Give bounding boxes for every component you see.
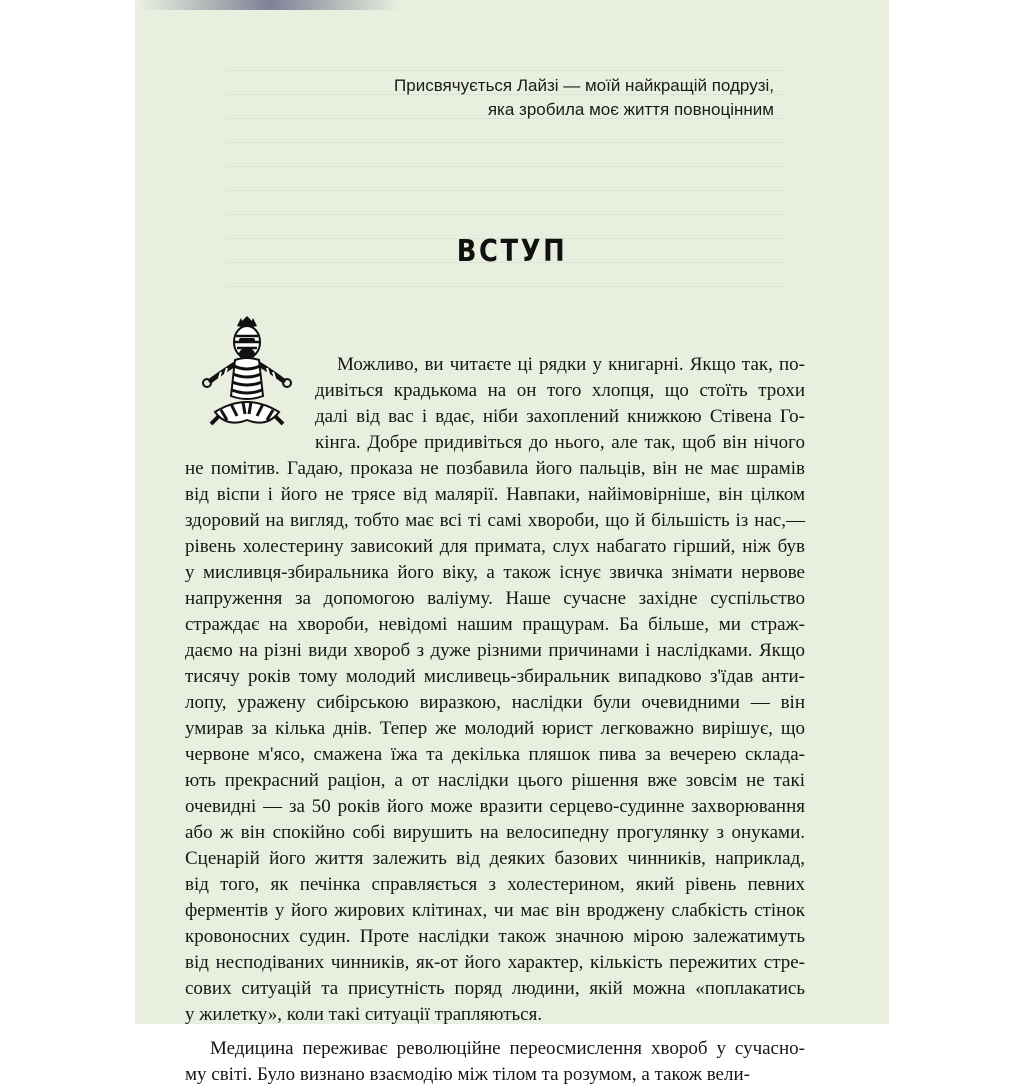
chapter-heading: ВСТУП bbox=[456, 234, 568, 269]
text-line: від того, як печінка справляється з холестерином, який рівень певних bbox=[185, 874, 805, 895]
text-line: у жилетку», коли такі ситуації трапляються. bbox=[185, 1004, 543, 1025]
text-line: му світі. Було визнано взаємодію між тілом та розумом, а також вели- bbox=[185, 1064, 750, 1085]
text-line: від несподіваних чинників, як-от його характер, кількість пережитих стре- bbox=[185, 952, 805, 973]
text-line: не помітив. Гадаю, проказа не позбавила його пальців, він не має шрамів bbox=[185, 458, 805, 479]
page-top-shadow bbox=[140, 0, 400, 10]
text-line: здоровий на вигляд, тобто має всі ті самі хвороби, що й більшість із нас,— bbox=[185, 510, 805, 531]
text-line: тисячу років тому молодий мисливець-збиральник випадково з'їдав анти- bbox=[185, 666, 805, 687]
dedication-line-1: Присвячується Лайзі — моїй найкращій подрузі, bbox=[394, 76, 774, 95]
book-page bbox=[135, 0, 889, 1085]
text-line: лопу, уражену сибірською виразкою, наслідки були очевидними — він bbox=[185, 692, 805, 713]
text-line: Можливо, ви читаєте ці рядки у книгарні. Якщо так, по- bbox=[337, 354, 805, 375]
text-line: страждає на хвороби, невідомі нашим пращурам. Ба більше, ми страж- bbox=[185, 614, 805, 635]
text-line: сових ситуацій та присутність поряд людини, якій можна «поплакатись bbox=[185, 978, 805, 999]
text-line: ють прекрасний раціон, а от наслідки цього рішення вже зовсім не такі bbox=[185, 770, 805, 791]
meditating-zebra-icon bbox=[197, 316, 297, 440]
text-line: червоне м'ясо, смажена їжа та декілька пляшок пива за вечерею склада- bbox=[185, 744, 805, 765]
text-line: або ж він спокійно собі вирушить на велосипедну прогулянку з онуками. bbox=[185, 822, 805, 843]
text-line: рівень холестерину зависокий для примата, слух набагато гірший, ніж був bbox=[185, 536, 805, 557]
text-line: очевидні — за 50 років його може вразити серцево-судинне захворювання bbox=[185, 796, 805, 817]
text-line: Медицина переживає революційне переосмислення хвороб у сучасно- bbox=[210, 1038, 805, 1059]
page-margin bbox=[889, 0, 1024, 1024]
text-line: від віспи і його не трясе від малярії. Навпаки, найімовірніше, він цілком bbox=[185, 484, 805, 505]
text-line: кінга. Добре придивіться до нього, але так, щоб він нічого bbox=[315, 432, 805, 453]
text-line: далі від вас і вдає, ніби захоплений книжкою Стівена Го- bbox=[315, 406, 805, 427]
text-line: дивіться крадькома на он того хлопця, що стоїть трохи bbox=[315, 380, 805, 401]
text-line: Сценарій його життя залежить від деяких базових чинників, наприклад, bbox=[185, 848, 805, 869]
text-line: напруження за допомогою валіуму. Наше сучасне західне суспільство bbox=[185, 588, 805, 609]
text-line: умирав за кілька днів. Тепер же молодий юрист легковажно вирішує, що bbox=[185, 718, 805, 739]
text-line: кровоносних судин. Проте наслідки також значною мірою залежатимуть bbox=[185, 926, 805, 947]
dedication bbox=[394, 74, 774, 122]
text-line: даємо на різні види хвороб з дуже різними причинами і наслідками. Якщо bbox=[185, 640, 805, 661]
text-line: у мисливця-збиральника його віку, а також існує звичка знімати нервове bbox=[185, 562, 805, 583]
dedication-line-2: яка зробила моє життя повноцінним bbox=[487, 100, 774, 119]
text-line: ферментів у його жирових клітинах, чи має він вроджену слабкість стінок bbox=[185, 900, 805, 921]
